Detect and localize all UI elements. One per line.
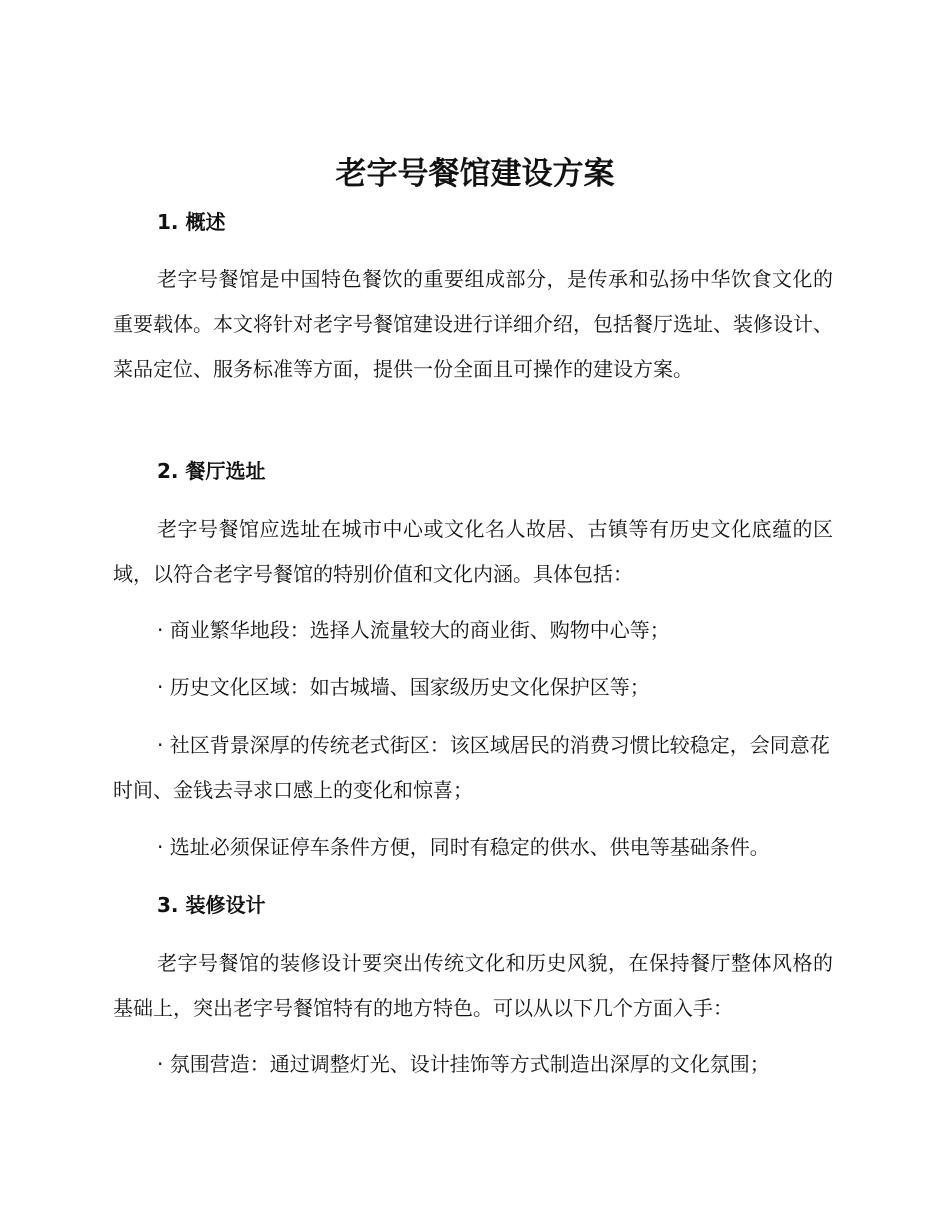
site-selection-paragraph: 老字号餐馆应选址在城市中心或文化名人故居、古镇等有历史文化底蕴的区域，以符合老字号餐馆的特别价值和文化内涵。具体包括：	[113, 517, 833, 586]
site-selection-bullet-4: · 选址必须保证停车条件方便，同时有稳定的供水、供电等基础条件。	[157, 835, 770, 859]
section-heading-site-selection: 2. 餐厅选址	[157, 459, 266, 483]
site-selection-bullet-2: · 历史文化区域：如古城墙、国家级历史文化保护区等；	[157, 675, 650, 699]
section-heading-decoration: 3. 装修设计	[157, 893, 266, 917]
decoration-bullet-1: · 氛围营造：通过调整灯光、设计挂饰等方式制造出深厚的文化氛围；	[157, 1052, 770, 1076]
site-selection-bullet-1: · 商业繁华地段：选择人流量较大的商业街、购物中心等；	[157, 618, 670, 642]
decoration-paragraph: 老字号餐馆的装修设计要突出传统文化和历史风貌，在保持餐厅整体风格的基础上，突出老字号餐馆特有的地方特色。可以从以下几个方面入手：	[113, 951, 833, 1020]
site-selection-bullet-3: · 社区背景深厚的传统老式街区：该区域居民的消费习惯比较稳定，会同意花时间、金钱去寻求口感上的变化和惊喜；	[113, 733, 830, 802]
overview-paragraph: 老字号餐馆是中国特色餐饮的重要组成部分，是传承和弘扬中华饮食文化的重要载体。本文将针对老字号餐馆建设进行详细介绍，包括餐厅选址、装修设计、菜品定位、服务标准等方面，提供一份全面且可操作的建设方案。	[113, 267, 833, 381]
section-heading-overview: 1. 概述	[157, 210, 226, 234]
document-title: 老字号餐馆建设方案	[335, 156, 615, 192]
